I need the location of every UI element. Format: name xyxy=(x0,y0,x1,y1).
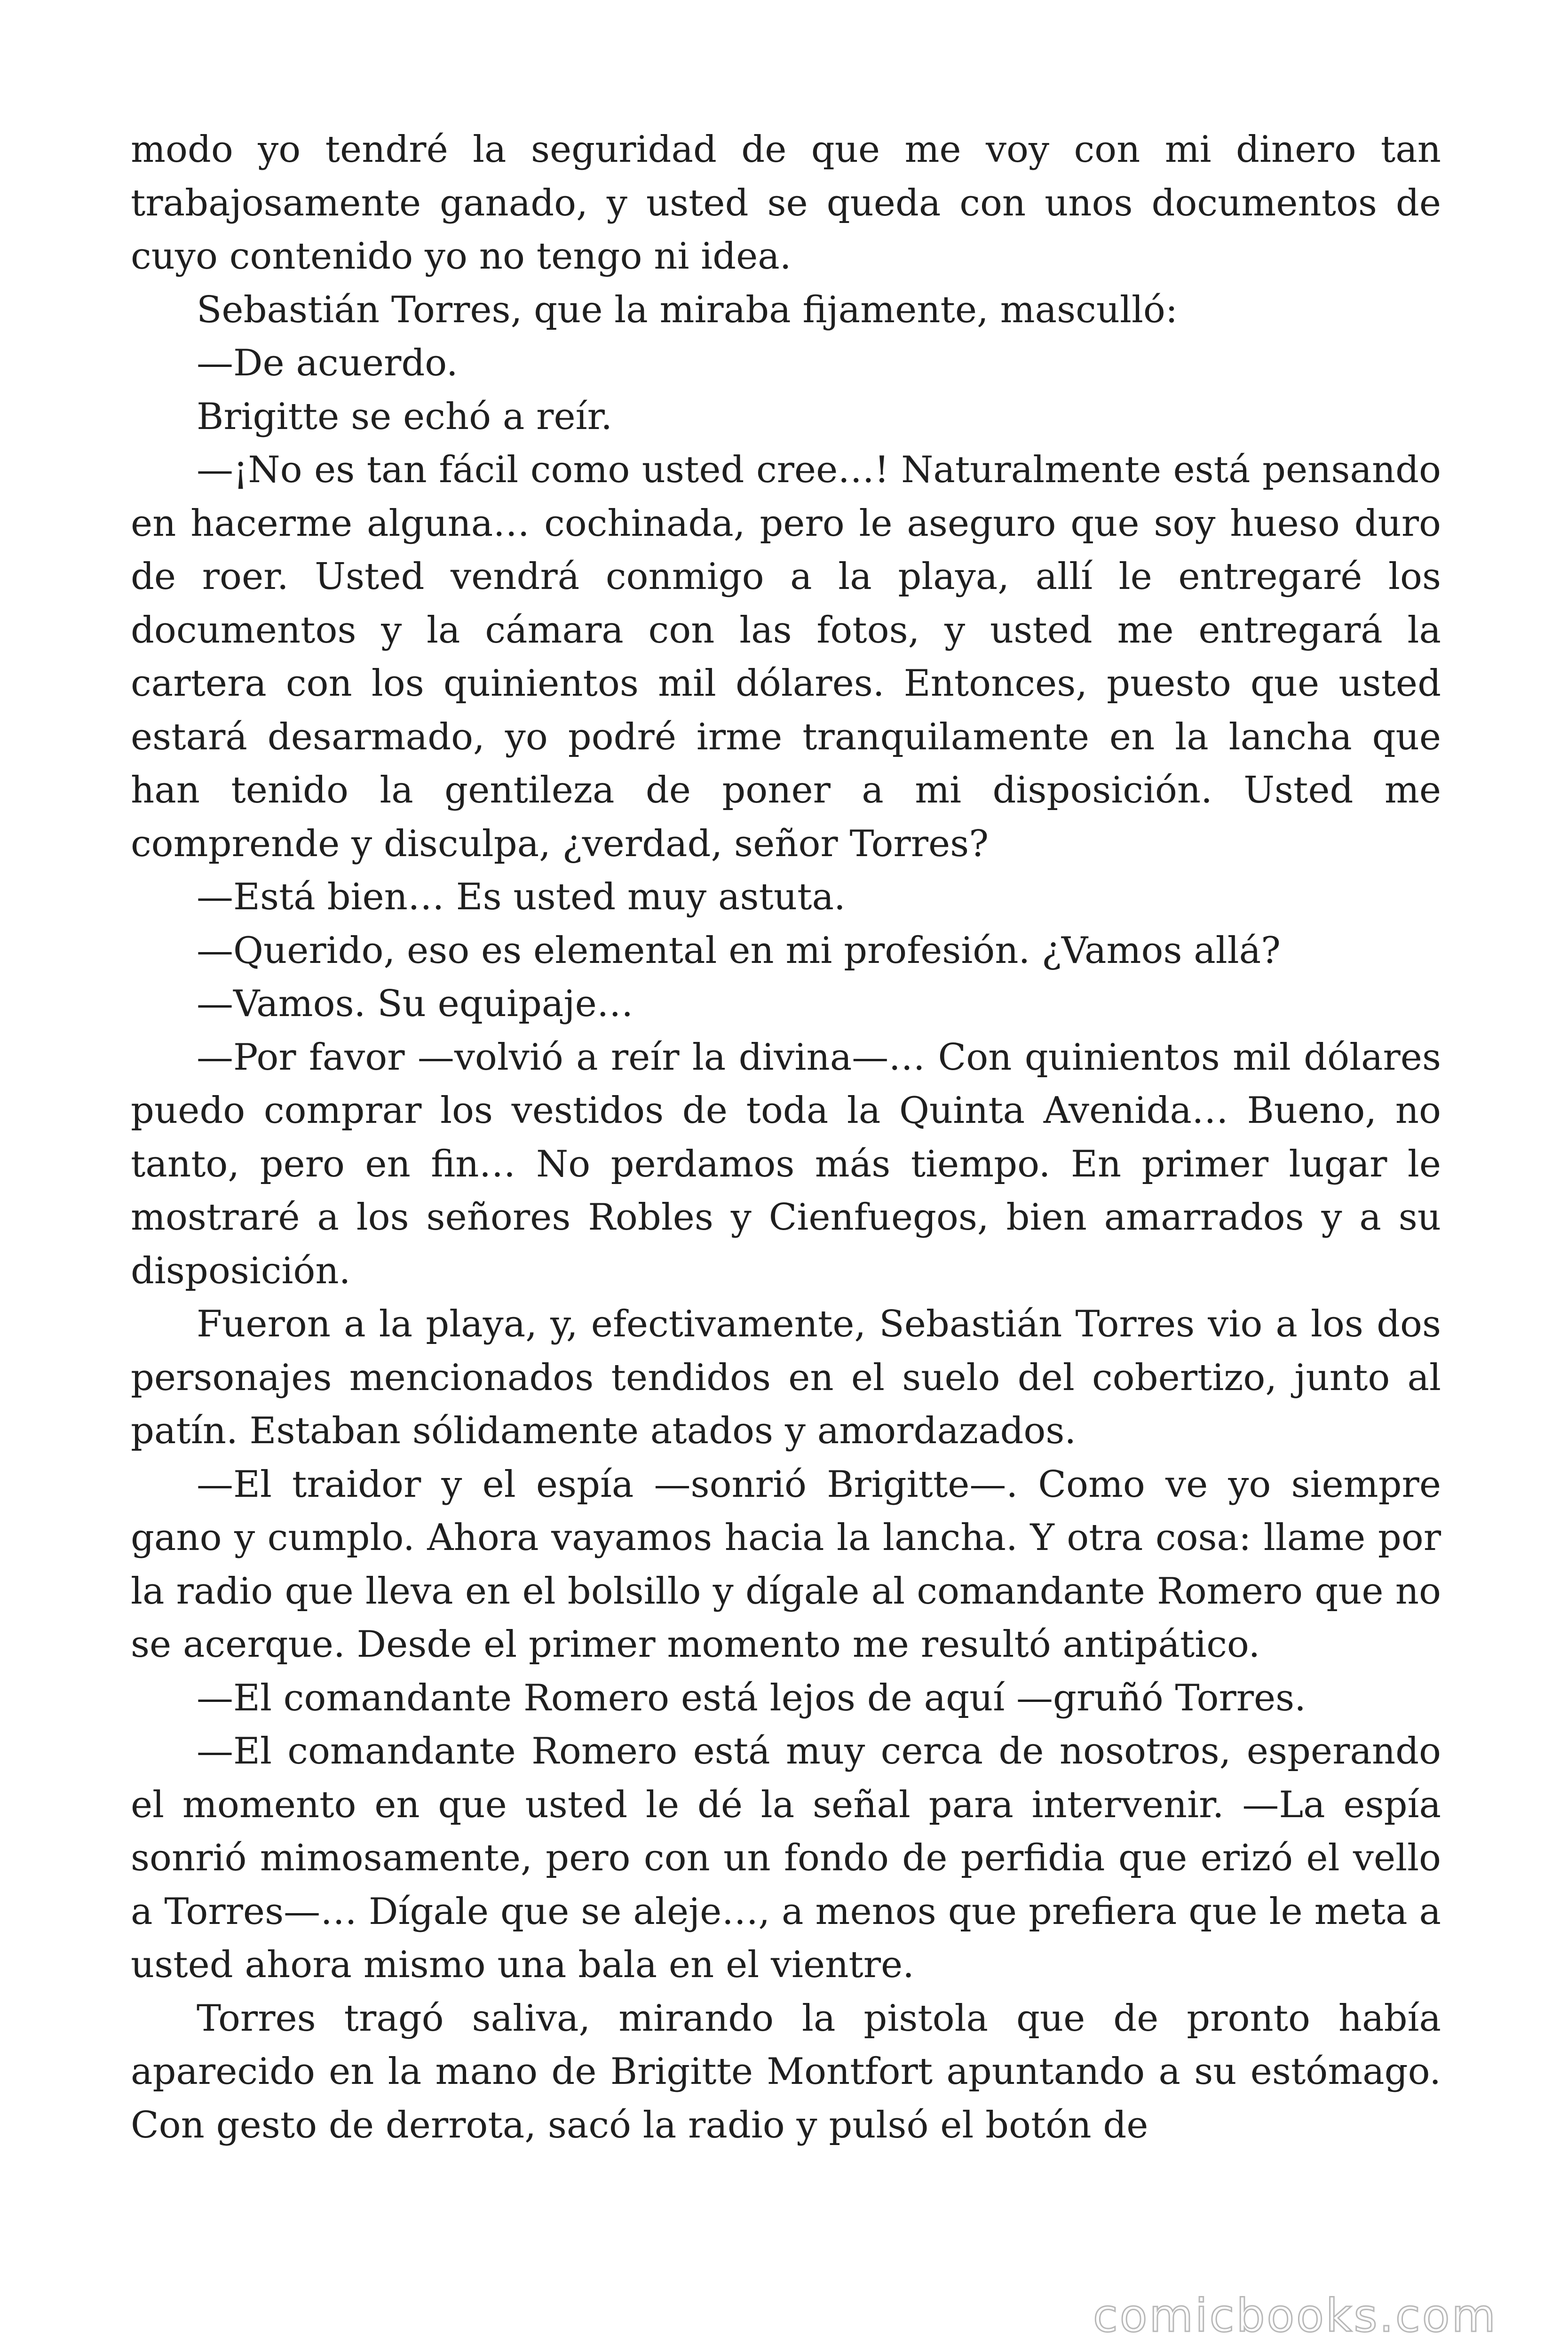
paragraph-10: Fueron a la playa, y, efectivamente, Sebastián Torres vio a los dos personajes mencionados tendidos en el suelo del cobertizo, junto al patín. Estaban sólidamente atados y amordazados. xyxy=(131,1303,1441,1452)
paragraph-7: —Querido, eso es elemental en mi profesión. ¿Vamos allá? xyxy=(197,929,1281,972)
paragraph-9: —Por favor —volvió a reír la divina—… Con quinientos mil dólares puedo comprar los vestidos de toda la Quinta Avenida… Bueno, no tanto, pero en fin… No perdamos más tiempo. En primer lugar le mostraré a los señores Robles y Cienfuegos, bien amarrados y a su disposición. xyxy=(131,1036,1441,1292)
paragraph-4: Brigitte se echó a reír. xyxy=(197,395,613,438)
paragraph-8: —Vamos. Su equipaje… xyxy=(197,983,634,1025)
watermark: comicbooks.com xyxy=(1093,2289,1497,2342)
paragraph-6: —Está bien… Es usted muy astuta. xyxy=(197,876,846,918)
paragraph-2: Sebastián Torres, que la miraba fijamente, masculló: xyxy=(197,288,1178,331)
paragraph-14: Torres tragó saliva, mirando la pistola que de pronto había aparecido en la mano de Brigitte Montfort apuntando a su estómago. Con gesto de derrota, sacó la radio y pulsó el botón de xyxy=(131,1997,1441,2146)
paragraph-5: —¡No es tan fácil como usted cree…! Naturalmente está pensando en hacerme alguna… cochinada, pero le aseguro que soy hueso duro de roer. Usted vendrá conmigo a la playa, allí le entregaré los documentos y la cámara con las fotos, y usted me entregará la cartera con los quinientos mil dólares. Entonces, puesto que usted estará desarmado, yo podré irme tranquilamente en la lancha que han tenido la gentileza de poner a mi disposición. Usted me comprende y disculpa, ¿verdad, señor Torres? xyxy=(131,449,1441,865)
paragraph-13: —El comandante Romero está muy cerca de nosotros, esperando el momento en que usted le dé la señal para intervenir. —La espía sonrió mimosamente, pero con un fondo de perfidia que erizó el vello a Torres—… Dígale que se aleje…, a menos que prefiera que le meta a usted ahora mismo una bala en el vientre. xyxy=(131,1730,1441,1986)
paragraph-1: modo yo tendré la seguridad de que me voy con mi dinero tan trabajosamente ganado, y usted se queda con unos documentos de cuyo contenido yo no tengo ni idea. xyxy=(131,128,1441,278)
body-text xyxy=(131,123,1441,2152)
paragraph-11: —El traidor y el espía —sonrió Brigitte—. Como ve yo siempre gano y cumplo. Ahora vayamos hacia la lancha. Y otra cosa: llame por la radio que lleva en el bolsillo y dígale al comandante Romero que no se acerque. Desde el primer momento me resultó antipático. xyxy=(131,1463,1441,1666)
paragraph-12: —El comandante Romero está lejos de aquí —gruñó Torres. xyxy=(197,1677,1306,1719)
paragraph-3: —De acuerdo. xyxy=(197,342,458,384)
